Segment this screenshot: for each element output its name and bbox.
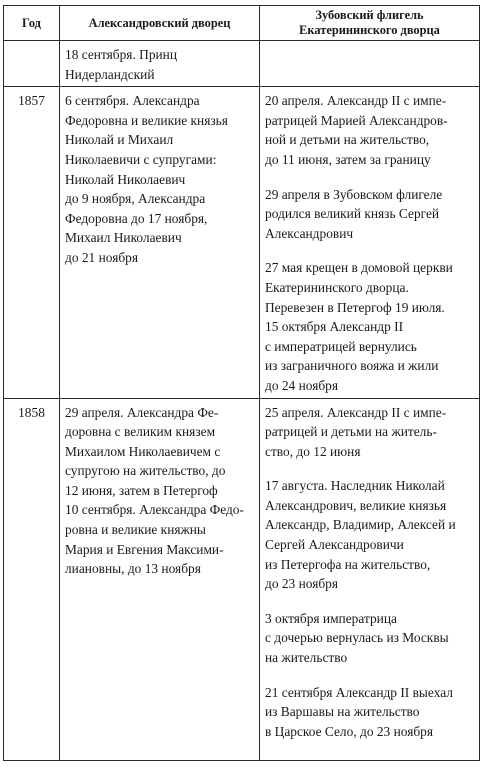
entry-line: Екатерининского дворца. — [265, 279, 409, 295]
entry-line: Александр, Владимир, Алексей и — [265, 517, 456, 533]
entry-paragraph — [265, 91, 475, 169]
entry-line: Николай и Михаил — [65, 132, 174, 148]
entry-paragraph — [65, 91, 255, 267]
entry-line: 25 апреля. Александр II с импе- — [265, 404, 447, 420]
entry-line: Федоровна и великие князья — [65, 112, 228, 128]
header-year: Год — [4, 6, 60, 41]
entry-line: до 9 ноября, Александра — [65, 191, 206, 207]
header-zubov-line2: Екатерининского дворца — [299, 23, 440, 37]
entry-paragraph — [65, 403, 255, 579]
entry-line: ратрицей и детьми на житель- — [265, 424, 437, 440]
zubov-wing-cell — [260, 41, 480, 87]
entry-line: 6 сентября. Александра — [65, 93, 200, 109]
entry-line: супругою на жительство, до — [65, 463, 226, 479]
entry-line: 3 октября императрица — [265, 610, 397, 626]
entry-line: ратрицей Марией Александров- — [265, 112, 448, 128]
table-row — [4, 398, 480, 760]
entry-line: до 24 ноября — [265, 377, 339, 393]
entry-line: ной и детьми на жительство, — [265, 132, 430, 148]
zubov-wing-cell — [260, 87, 480, 398]
entry-line: до 21 ноября — [65, 249, 139, 265]
entry-line: 27 мая крещен в домовой церкви — [265, 260, 453, 276]
table-row — [4, 87, 480, 398]
entry-paragraph — [65, 45, 255, 84]
entry-line: Александрович, великие князья — [265, 497, 447, 513]
year-cell: 1857 — [4, 87, 60, 398]
entry-line: доровна с великим князем — [65, 424, 216, 440]
table-header-row — [4, 6, 480, 41]
entry-line: ство, до 12 июня — [265, 443, 361, 459]
entry-paragraph — [265, 683, 475, 742]
residence-table — [3, 5, 480, 761]
entry-line: Александрович — [265, 225, 354, 241]
entry-line: родился великий князь Сергей — [265, 206, 440, 222]
entry-line: из заграничного вояжа и жили — [265, 358, 439, 374]
entry-line: 29 апреля в Зубовском флигеле — [265, 186, 443, 202]
entry-line: 29 апреля. Александра Фе- — [65, 404, 219, 420]
header-zubov-wing — [260, 6, 480, 41]
entry-line: с дочерью вернулась из Москвы — [265, 630, 449, 646]
entry-line: Перевезен в Петергоф 19 июля. — [265, 299, 445, 315]
entry-line: Николай Николаевич — [65, 171, 186, 187]
entry-line: 18 сентября. Принц — [65, 47, 178, 62]
entry-line: Федоровна до 17 ноября, — [65, 210, 208, 226]
entry-paragraph — [265, 185, 475, 244]
alexander-palace-cell — [60, 41, 260, 87]
entry-line: до 11 июня, затем за границу — [265, 151, 431, 167]
entry-line: Мария и Евгения Максими- — [65, 541, 224, 557]
header-alexander-palace: Александровский дворец — [60, 6, 260, 41]
entry-line: с императрицей вернулись — [265, 338, 417, 354]
alexander-palace-cell — [60, 87, 260, 398]
entry-line: Николаевичи с супругами: — [65, 151, 217, 167]
entry-line: на жительство — [265, 650, 348, 666]
entry-line: 21 сентября Александр II выехал — [265, 684, 453, 700]
entry-line: 17 августа. Наследник Николай — [265, 478, 445, 494]
entry-line: Сергей Александровичи — [265, 537, 404, 553]
year-cell — [4, 41, 60, 87]
entry-paragraph — [265, 476, 475, 594]
entry-paragraph — [265, 609, 475, 668]
entry-line: из Петергофа на жительство, — [265, 556, 431, 572]
entry-line: Нидерландский — [65, 66, 155, 82]
entry-line: 15 октября Александр II — [265, 319, 404, 335]
entry-line: Михаилом Николаевичем с — [65, 443, 221, 459]
entry-line: 20 апреля. Александр II с импе- — [265, 93, 447, 109]
year-cell: 1858 — [4, 398, 60, 760]
table-body — [4, 41, 480, 761]
entry-line: ровна и великие княжны — [65, 522, 206, 538]
entry-paragraph — [265, 403, 475, 462]
header-zubov-line1: Зубовский флигель — [315, 8, 424, 22]
entry-line: Михаил Николаевич — [65, 230, 182, 246]
entry-line: до 23 ноября — [265, 576, 339, 592]
zubov-wing-cell — [260, 398, 480, 760]
entry-paragraph — [265, 258, 475, 395]
entry-line: лиановны, до 13 ноября — [65, 561, 201, 577]
entry-line: 10 сентября. Александра Федо- — [65, 502, 244, 518]
table-row — [4, 41, 480, 87]
entry-line: из Варшавы на жительство — [265, 704, 420, 720]
entry-line: в Царское Село, до 23 ноября — [265, 723, 434, 739]
alexander-palace-cell — [60, 398, 260, 760]
entry-line: 12 июня, затем в Петергоф — [65, 482, 218, 498]
